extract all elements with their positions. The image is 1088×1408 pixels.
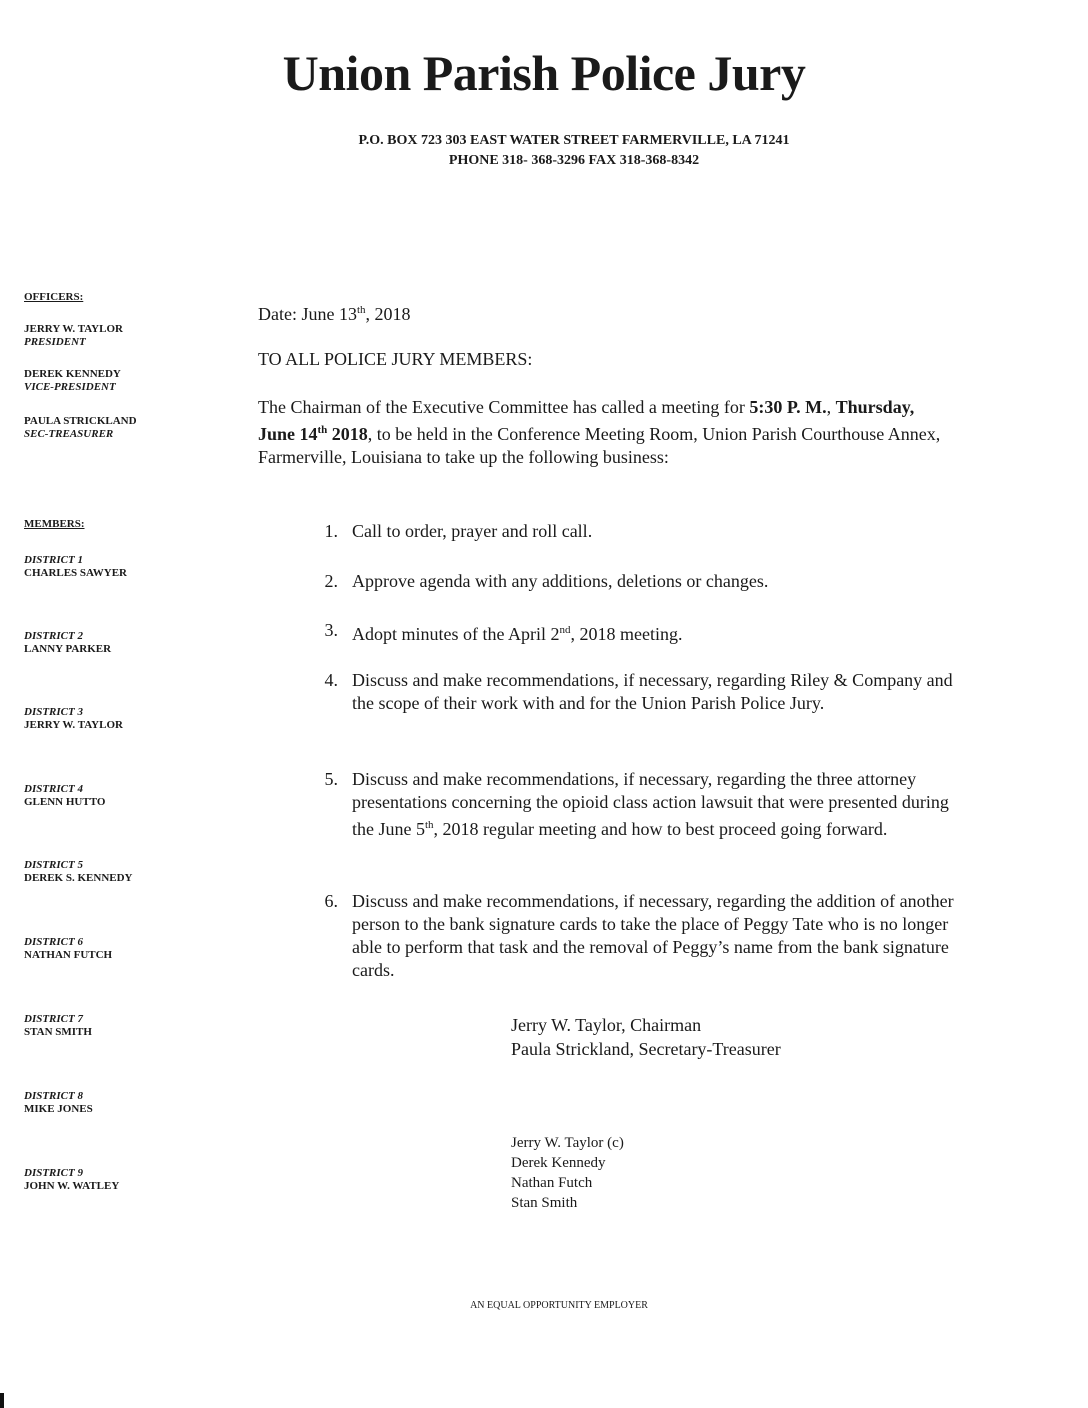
letter-intro: The Chairman of the Executive Committee has called a meeting for 5:30 P. M., Thursday, June 14th 2018, to be held in the Conference Meeting Room, Union Parish Courthouse Annex, Farmerville, Louisiana to take up the following business: bbox=[258, 397, 941, 467]
member-entry: DISTRICT 8 MIKE JONES bbox=[24, 1090, 93, 1115]
officers-heading: OFFICERS: bbox=[24, 291, 84, 303]
agenda-item-text: Adopt minutes of the April 2nd, 2018 meeting. bbox=[352, 624, 683, 644]
member-entry: DISTRICT 2 LANNY PARKER bbox=[24, 630, 112, 655]
member-entry: DISTRICT 4 GLENN HUTTO bbox=[24, 783, 106, 808]
officer-entry: PAULA STRICKLAND SEC-TREASURER bbox=[24, 415, 137, 440]
agenda-item-number: 3. bbox=[324, 620, 338, 640]
member-entry: DISTRICT 3 JERRY W. TAYLOR bbox=[24, 706, 123, 731]
letterhead-phone: PHONE 318- 368-3296 FAX 318-368-8342 bbox=[448, 153, 700, 168]
agenda-item-text: Call to order, prayer and roll call. bbox=[352, 521, 593, 541]
agenda-item-number: 5. bbox=[324, 769, 338, 789]
letterhead-address: P.O. BOX 723 303 EAST WATER STREET FARMERVILLE, LA 71241 bbox=[358, 133, 790, 148]
agenda-item-text: Discuss and make recommendations, if necessary, regarding the addition of another person to the bank signature cards to take the place of Peggy Tate who is no longer able to perform that task and the removal of Peggy’s name from the bank signature cards. bbox=[352, 891, 954, 980]
scan-edge-mark bbox=[0, 1393, 4, 1408]
agenda-item-text: Discuss and make recommendations, if necessary, regarding the three attorney presentations concerning the opioid class action lawsuit that were presented during the June 5th, 2018 regular meeting and how to best proceed going forward. bbox=[352, 769, 949, 839]
member-entry: DISTRICT 5 DEREK S. KENNEDY bbox=[24, 859, 133, 884]
footer-text: AN EQUAL OPPORTUNITY EMPLOYER bbox=[470, 1300, 648, 1311]
agenda-item-number: 1. bbox=[324, 521, 338, 541]
letter-salutation: TO ALL POLICE JURY MEMBERS: bbox=[258, 349, 533, 369]
agenda-item-number: 4. bbox=[324, 670, 338, 690]
members-heading: MEMBERS: bbox=[24, 518, 85, 530]
agenda-item-number: 2. bbox=[324, 571, 338, 591]
agenda-item-text: Discuss and make recommendations, if necessary, regarding Riley & Company and the scope of their work with and for the Union Parish Police Jury. bbox=[352, 670, 953, 713]
letter-date: Date: June 13th, 2018 bbox=[258, 304, 411, 324]
officer-entry: DEREK KENNEDY VICE-PRESIDENT bbox=[24, 368, 121, 393]
agenda-item-number: 6. bbox=[324, 891, 338, 911]
member-entry: DISTRICT 9 JOHN W. WATLEY bbox=[24, 1167, 120, 1192]
letterhead-title: Union Parish Police Jury bbox=[282, 45, 806, 101]
member-entry: DISTRICT 7 STAN SMITH bbox=[24, 1013, 92, 1038]
signature-block: Jerry W. Taylor, Chairman Paula Strickland, Secretary-Treasurer bbox=[511, 1015, 781, 1059]
officer-entry: JERRY W. TAYLOR PRESIDENT bbox=[24, 323, 123, 348]
cc-list: Jerry W. Taylor (c) Derek Kennedy Nathan Futch Stan Smith bbox=[511, 1135, 624, 1211]
member-entry: DISTRICT 6 NATHAN FUTCH bbox=[24, 936, 113, 961]
member-entry: DISTRICT 1 CHARLES SAWYER bbox=[24, 554, 127, 579]
agenda-item-text: Approve agenda with any additions, deletions or changes. bbox=[352, 571, 769, 591]
